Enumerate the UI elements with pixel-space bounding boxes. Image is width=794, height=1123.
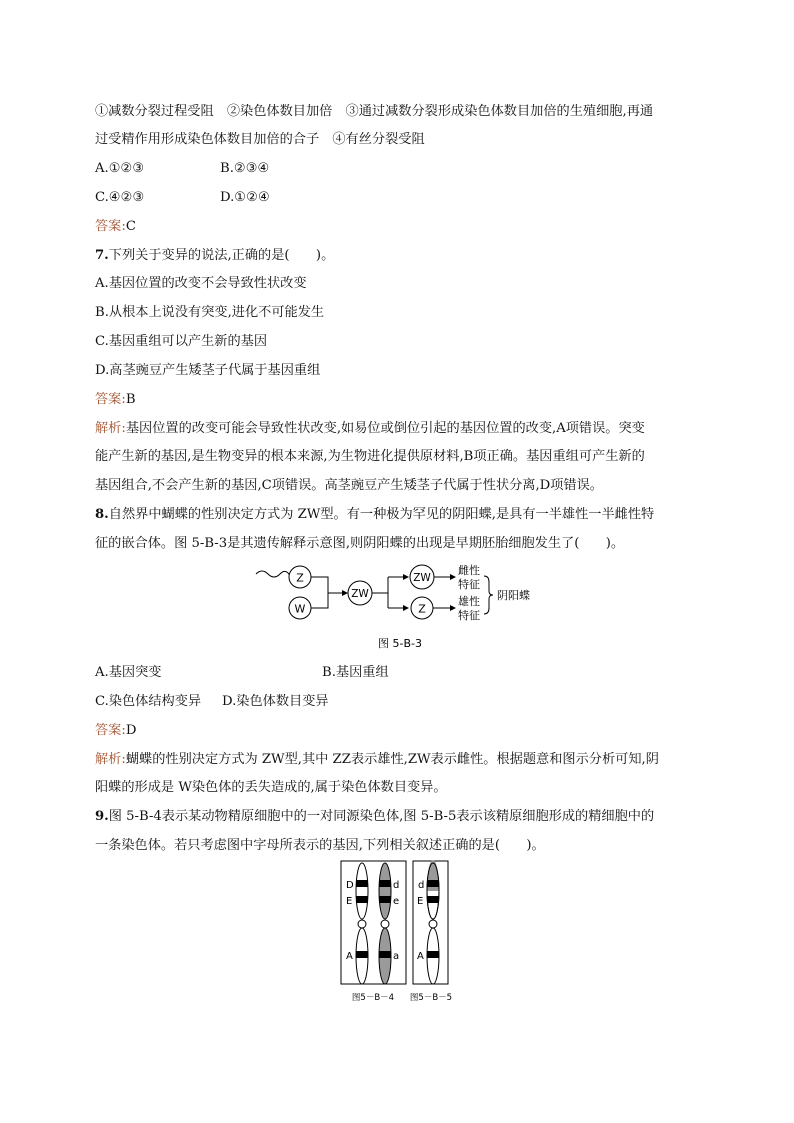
q9-stem-line1 <box>95 808 654 826</box>
cell-zw-label: ZW <box>351 588 369 600</box>
arrow-head-upper <box>403 574 409 580</box>
answer-value: D <box>125 723 137 738</box>
gene-A-single: A <box>417 951 424 962</box>
merge-lines <box>311 577 342 608</box>
answer-label: 答案: <box>95 392 126 407</box>
q7-analysis-line3: 基因组合,不会产生新的基因,C项错误。高茎豌豆产生矮茎子代属于性状分离,D项错误。 <box>95 478 603 493</box>
q7-analysis-line2: 能产生新的基因,是生物变异的根本来源,为生物进化提供原材料,B项正确。基因重组可产生新的 <box>95 449 645 464</box>
figure-caption: 图 5-B-3 <box>378 637 422 650</box>
gene-D: D <box>346 880 354 891</box>
gene-d: d <box>393 880 400 891</box>
gene-a: a <box>393 951 400 962</box>
q6-option-b: B.②③④ <box>220 161 270 176</box>
q9-stem-line2: 一条染色体。若只考虑图中字母所表示的基因,下列相关叙述正确的是( )。 <box>95 838 545 853</box>
gene-A: A <box>346 951 353 962</box>
q6-option-c: C.④②③ <box>95 190 145 205</box>
sperm-tail <box>256 571 290 577</box>
male-label-line1: 雄性 <box>458 595 480 608</box>
answer-value: B <box>125 392 136 407</box>
q8-option-d: D.染色体数目变异 <box>222 694 329 709</box>
split-lines <box>372 577 403 608</box>
female-label-line2: 特征 <box>458 578 480 591</box>
arrow-head-lower <box>403 605 409 611</box>
q6-stem-line2: 过受精作用形成染色体数目加倍的合子 ④有丝分裂受阻 <box>95 132 425 147</box>
chromosome-white <box>356 863 368 984</box>
q8-analysis-line2: 阳蝶的形成是 W染色体的丢失造成的,属于染色体数目变异。 <box>95 780 447 795</box>
q7-stem <box>95 247 334 265</box>
q6-option-a: A.①②③ <box>95 161 145 176</box>
arrow-head-female <box>450 574 456 580</box>
gene-E: E <box>346 896 353 907</box>
chromosome-grey <box>379 863 391 984</box>
gene-E-single: E <box>417 896 424 907</box>
q9-stem-text: 图 5-B-4表示某动物精原细胞中的一对同源染色体,图 5-B-5表示该精原细胞形成的精细胞中的 <box>108 809 655 824</box>
q8-answer <box>95 722 136 740</box>
cell-zw-right-label: ZW <box>413 572 431 584</box>
caption-5b4: 图5－B－4 <box>351 993 395 1003</box>
gene-e: e <box>393 896 400 907</box>
q6-stem-line1: ①减数分裂过程受阻 ②染色体数目加倍 ③通过减数分裂形成染色体数目加倍的生殖细胞,再通 <box>95 104 654 119</box>
answer-value: C <box>125 219 136 234</box>
result-label: 阴阳蝶 <box>497 589 530 602</box>
q8-stem-text: 自然界中蝴蝶的性别决定方式为 ZW型。有一种极为罕见的阴阳蝶,是具有一半雄性一半雌性特 <box>108 507 655 522</box>
q8-option-b: B.基因重组 <box>322 665 389 680</box>
q8-number: 8. <box>95 507 109 522</box>
gene-d-single: d <box>418 880 425 891</box>
q7-option-a: A.基因位置的改变不会导致性状改变 <box>95 276 307 291</box>
cell-z-top-label: Z <box>296 571 304 585</box>
q8-stem-line1 <box>95 506 654 524</box>
q8-option-a: A.基因突变 <box>95 665 162 680</box>
q7-option-b: B.从根本上说没有突变,进化不可能发生 <box>95 305 325 320</box>
analysis-label: 解析: <box>95 421 126 436</box>
answer-label: 答案: <box>95 219 126 234</box>
q8-analysis-line1 <box>95 751 659 769</box>
q6-answer <box>95 218 136 236</box>
female-label-line1: 雌性 <box>458 564 480 577</box>
analysis-text: 基因位置的改变可能会导致性状改变,如易位或倒位引起的基因位置的改变,A项错误。突变 <box>125 421 645 436</box>
q7-stem-text: 下列关于变异的说法,正确的是( )。 <box>108 248 335 263</box>
analysis-label: 解析: <box>95 752 126 767</box>
q7-analysis-line1 <box>95 420 645 438</box>
label-arrows <box>433 577 450 608</box>
arrow-head <box>342 590 348 596</box>
q8-stem-line2: 征的嵌合体。图 5-B-3是其遗传解释示意图,则阴阳蝶的出现是早期胚胎细胞发生了( )。 <box>95 536 625 551</box>
q7-option-d: D.高茎豌豆产生矮茎子代属于基因重组 <box>95 363 321 378</box>
q7-answer <box>95 391 136 409</box>
q6-option-d: D.①②④ <box>220 190 270 205</box>
arrow-head-male <box>450 605 456 611</box>
caption-5b5: 图5－B－5 <box>409 993 453 1003</box>
q7-option-c: C.基因重组可以产生新的基因 <box>95 334 268 349</box>
cell-z-right-label: Z <box>418 602 426 616</box>
answer-label: 答案: <box>95 723 126 738</box>
analysis-text: 蝴蝶的性别决定方式为 ZW型,其中 ZZ表示雄性,ZW表示雌性。根据题意和图示分析可知,阴 <box>125 752 659 767</box>
brace <box>484 576 493 614</box>
q9-figure <box>340 860 460 1005</box>
q9-number: 9. <box>95 809 109 824</box>
cell-w-label: W <box>294 602 306 616</box>
male-label-line2: 特征 <box>458 609 480 622</box>
q7-number: 7. <box>95 248 109 263</box>
q8-figure <box>250 560 550 655</box>
q8-option-c: C.染色体结构变异 <box>95 694 202 709</box>
